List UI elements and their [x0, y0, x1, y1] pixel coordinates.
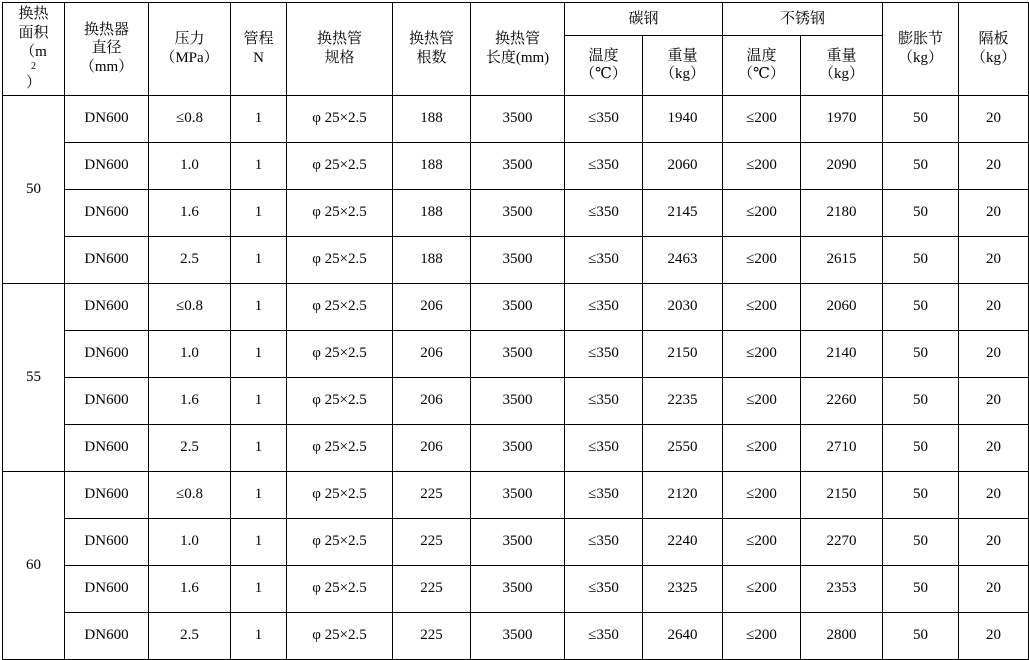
table-row	[3, 95, 1029, 142]
cell-expansion: 50	[883, 612, 959, 659]
header-cs-weight-unit: （kg）	[660, 66, 706, 83]
cell-ss-temp: ≤200	[723, 565, 801, 612]
header-carbon-steel: 碳钢	[565, 3, 723, 36]
cell-passes: 1	[231, 518, 287, 565]
cell-area: 60	[3, 471, 65, 659]
header-ss-temp-unit: （℃）	[738, 66, 785, 83]
cell-baffle: 20	[959, 330, 1029, 377]
cell-tube-count: 206	[393, 330, 471, 377]
cell-cs-temp: ≤350	[565, 565, 643, 612]
cell-cs-temp: ≤350	[565, 142, 643, 189]
cell-cs-temp: ≤350	[565, 424, 643, 471]
cell-pressure: ≤0.8	[149, 283, 231, 330]
header-expansion-unit: （kg）	[898, 49, 944, 66]
header-baffle-line1: 隔板	[978, 31, 1009, 47]
cell-passes: 1	[231, 142, 287, 189]
cell-tube-count: 206	[393, 424, 471, 471]
table-row	[3, 565, 1029, 612]
cell-tube-count: 225	[393, 612, 471, 659]
cell-ss-temp: ≤200	[723, 377, 801, 424]
cell-pressure: 1.6	[149, 189, 231, 236]
cell-passes: 1	[231, 424, 287, 471]
cell-expansion: 50	[883, 565, 959, 612]
cell-pressure: ≤0.8	[149, 95, 231, 142]
table-body	[3, 95, 1029, 659]
header-pressure	[149, 3, 231, 96]
table-row	[3, 330, 1029, 377]
cell-tube-length: 3500	[471, 95, 565, 142]
cell-cs-weight: 2640	[643, 612, 723, 659]
cell-baffle: 20	[959, 612, 1029, 659]
header-baffle-unit: （kg）	[971, 49, 1017, 66]
header-area-line2: 面积	[18, 24, 49, 41]
cell-ss-temp: ≤200	[723, 142, 801, 189]
cell-baffle: 20	[959, 236, 1029, 283]
cell-cs-weight: 2030	[643, 283, 723, 330]
cell-expansion: 50	[883, 518, 959, 565]
table-row	[3, 189, 1029, 236]
cell-ss-weight: 1970	[801, 95, 883, 142]
table-row	[3, 424, 1029, 471]
cell-ss-weight: 2150	[801, 471, 883, 518]
cell-diameter: DN600	[65, 236, 149, 283]
cell-tube-length: 3500	[471, 612, 565, 659]
cell-cs-weight: 2060	[643, 142, 723, 189]
header-pressure-line1: 压力	[174, 31, 205, 47]
cell-ss-weight: 2800	[801, 612, 883, 659]
cell-tube-count: 225	[393, 565, 471, 612]
cell-ss-weight: 2060	[801, 283, 883, 330]
cell-pressure: 1.6	[149, 565, 231, 612]
cell-baffle: 20	[959, 565, 1029, 612]
cell-diameter: DN600	[65, 471, 149, 518]
header-expansion-line1: 膨胀节	[898, 31, 944, 47]
cell-expansion: 50	[883, 377, 959, 424]
cell-ss-weight: 2260	[801, 377, 883, 424]
cell-pressure: 2.5	[149, 424, 231, 471]
cell-tube-length: 3500	[471, 283, 565, 330]
cell-pressure: 2.5	[149, 612, 231, 659]
header-diameter-line1: 换热器	[83, 21, 129, 38]
cell-ss-weight: 2140	[801, 330, 883, 377]
header-passes-line1: 管程	[243, 31, 274, 47]
cell-diameter: DN600	[65, 424, 149, 471]
header-baffle	[959, 3, 1029, 96]
cell-expansion: 50	[883, 95, 959, 142]
header-diameter-unit: （mm）	[79, 59, 134, 76]
cell-passes: 1	[231, 330, 287, 377]
cell-cs-weight: 1940	[643, 95, 723, 142]
cell-tube-spec: φ 25×2.5	[287, 330, 393, 377]
cell-diameter: DN600	[65, 565, 149, 612]
header-tube-spec-line1: 换热管	[316, 31, 362, 47]
cell-baffle: 20	[959, 95, 1029, 142]
cell-passes: 1	[231, 189, 287, 236]
cell-tube-spec: φ 25×2.5	[287, 424, 393, 471]
header-area	[3, 3, 65, 96]
cell-cs-temp: ≤350	[565, 330, 643, 377]
cell-cs-weight: 2150	[643, 330, 723, 377]
table-row	[3, 612, 1029, 659]
cell-area: 55	[3, 283, 65, 471]
cell-ss-temp: ≤200	[723, 283, 801, 330]
cell-tube-count: 188	[393, 236, 471, 283]
cell-tube-length: 3500	[471, 330, 565, 377]
cell-tube-count: 188	[393, 189, 471, 236]
cell-diameter: DN600	[65, 189, 149, 236]
cell-cs-temp: ≤350	[565, 377, 643, 424]
header-row-top	[3, 3, 1029, 36]
cell-expansion: 50	[883, 189, 959, 236]
cell-tube-length: 3500	[471, 471, 565, 518]
cell-cs-temp: ≤350	[565, 95, 643, 142]
cell-tube-length: 3500	[471, 377, 565, 424]
header-tube-count-line1: 换热管	[408, 31, 454, 47]
cell-baffle: 20	[959, 142, 1029, 189]
header-tube-count-line2: 根数	[416, 49, 447, 66]
cell-ss-temp: ≤200	[723, 518, 801, 565]
cell-diameter: DN600	[65, 142, 149, 189]
cell-cs-weight: 2463	[643, 236, 723, 283]
cell-passes: 1	[231, 471, 287, 518]
cell-cs-weight: 2120	[643, 471, 723, 518]
header-cs-weight-label: 重量	[667, 47, 698, 64]
cell-tube-count: 206	[393, 283, 471, 330]
cell-baffle: 20	[959, 377, 1029, 424]
header-tube-spec	[287, 3, 393, 96]
header-diameter-line2: 直径	[91, 40, 122, 57]
table-row	[3, 518, 1029, 565]
cell-diameter: DN600	[65, 283, 149, 330]
header-tube-length	[471, 3, 565, 96]
cell-diameter: DN600	[65, 518, 149, 565]
header-passes-line2: N	[253, 49, 264, 66]
cell-passes: 1	[231, 95, 287, 142]
cell-ss-weight: 2615	[801, 236, 883, 283]
header-ss-weight-label: 重量	[826, 47, 857, 64]
header-tube-spec-line2: 规格	[324, 49, 355, 66]
cell-pressure: ≤0.8	[149, 471, 231, 518]
cell-expansion: 50	[883, 236, 959, 283]
cell-passes: 1	[231, 377, 287, 424]
cell-cs-temp: ≤350	[565, 189, 643, 236]
cell-tube-spec: φ 25×2.5	[287, 471, 393, 518]
header-tube-length-line1: 换热管	[494, 31, 540, 47]
cell-ss-temp: ≤200	[723, 236, 801, 283]
cell-cs-temp: ≤350	[565, 612, 643, 659]
table-row	[3, 283, 1029, 330]
cell-tube-count: 188	[393, 142, 471, 189]
cell-tube-length: 3500	[471, 189, 565, 236]
cell-tube-spec: φ 25×2.5	[287, 283, 393, 330]
header-cs-temp-label: 温度	[588, 47, 619, 64]
cell-ss-weight: 2180	[801, 189, 883, 236]
header-tube-length-line2: 长度(mm)	[485, 49, 550, 66]
cell-pressure: 1.0	[149, 518, 231, 565]
cell-ss-temp: ≤200	[723, 189, 801, 236]
cell-tube-length: 3500	[471, 236, 565, 283]
cell-diameter: DN600	[65, 95, 149, 142]
cell-tube-length: 3500	[471, 565, 565, 612]
cell-ss-weight: 2090	[801, 142, 883, 189]
cell-pressure: 1.6	[149, 377, 231, 424]
cell-tube-length: 3500	[471, 518, 565, 565]
cell-tube-spec: φ 25×2.5	[287, 189, 393, 236]
table-row	[3, 142, 1029, 189]
cell-tube-spec: φ 25×2.5	[287, 236, 393, 283]
cell-baffle: 20	[959, 283, 1029, 330]
header-cs-temp-unit: （℃）	[580, 66, 627, 83]
table-row	[3, 377, 1029, 424]
cell-ss-temp: ≤200	[723, 471, 801, 518]
header-ss-temp	[723, 36, 801, 95]
cell-ss-temp: ≤200	[723, 612, 801, 659]
header-ss-weight-unit: （kg）	[819, 66, 865, 83]
cell-baffle: 20	[959, 518, 1029, 565]
table-row	[3, 471, 1029, 518]
cell-ss-temp: ≤200	[723, 95, 801, 142]
cell-pressure: 1.0	[149, 142, 231, 189]
cell-tube-count: 225	[393, 518, 471, 565]
cell-cs-weight: 2145	[643, 189, 723, 236]
header-ss-temp-label: 温度	[746, 47, 777, 64]
cell-ss-temp: ≤200	[723, 330, 801, 377]
cell-tube-spec: φ 25×2.5	[287, 612, 393, 659]
table-header	[3, 3, 1029, 96]
cell-passes: 1	[231, 612, 287, 659]
header-cs-temp	[565, 36, 643, 95]
cell-ss-weight: 2353	[801, 565, 883, 612]
cell-passes: 1	[231, 283, 287, 330]
header-cs-weight	[643, 36, 723, 95]
cell-cs-temp: ≤350	[565, 236, 643, 283]
cell-cs-weight: 2325	[643, 565, 723, 612]
cell-tube-count: 206	[393, 377, 471, 424]
cell-tube-spec: φ 25×2.5	[287, 518, 393, 565]
cell-expansion: 50	[883, 283, 959, 330]
cell-tube-count: 188	[393, 95, 471, 142]
cell-ss-weight: 2710	[801, 424, 883, 471]
cell-diameter: DN600	[65, 330, 149, 377]
header-expansion-joint	[883, 3, 959, 96]
heat-exchanger-spec-table	[2, 2, 1029, 660]
cell-pressure: 1.0	[149, 330, 231, 377]
cell-tube-length: 3500	[471, 424, 565, 471]
header-tube-count	[393, 3, 471, 96]
cell-tube-spec: φ 25×2.5	[287, 95, 393, 142]
cell-cs-weight: 2235	[643, 377, 723, 424]
cell-passes: 1	[231, 236, 287, 283]
spec-table-page	[0, 2, 1017, 644]
cell-tube-spec: φ 25×2.5	[287, 565, 393, 612]
cell-diameter: DN600	[65, 612, 149, 659]
cell-pressure: 2.5	[149, 236, 231, 283]
cell-cs-temp: ≤350	[565, 518, 643, 565]
cell-expansion: 50	[883, 424, 959, 471]
table-row	[3, 236, 1029, 283]
header-stainless-steel: 不锈钢	[723, 3, 883, 36]
cell-passes: 1	[231, 565, 287, 612]
cell-baffle: 20	[959, 189, 1029, 236]
cell-cs-temp: ≤350	[565, 283, 643, 330]
cell-cs-weight: 2240	[643, 518, 723, 565]
cell-baffle: 20	[959, 424, 1029, 471]
cell-tube-spec: φ 25×2.5	[287, 377, 393, 424]
cell-tube-length: 3500	[471, 142, 565, 189]
cell-cs-temp: ≤350	[565, 471, 643, 518]
cell-ss-weight: 2270	[801, 518, 883, 565]
cell-tube-spec: φ 25×2.5	[287, 142, 393, 189]
header-area-line1: 换热	[18, 6, 49, 22]
cell-cs-weight: 2550	[643, 424, 723, 471]
cell-area: 50	[3, 95, 65, 283]
header-area-unit: （m 2 ）	[20, 43, 47, 91]
cell-baffle: 20	[959, 471, 1029, 518]
header-pressure-unit: （MPa）	[160, 49, 219, 66]
cell-tube-count: 225	[393, 471, 471, 518]
header-diameter	[65, 3, 149, 96]
header-passes	[231, 3, 287, 96]
cell-expansion: 50	[883, 142, 959, 189]
cell-expansion: 50	[883, 330, 959, 377]
cell-diameter: DN600	[65, 377, 149, 424]
header-ss-weight	[801, 36, 883, 95]
cell-expansion: 50	[883, 471, 959, 518]
cell-ss-temp: ≤200	[723, 424, 801, 471]
